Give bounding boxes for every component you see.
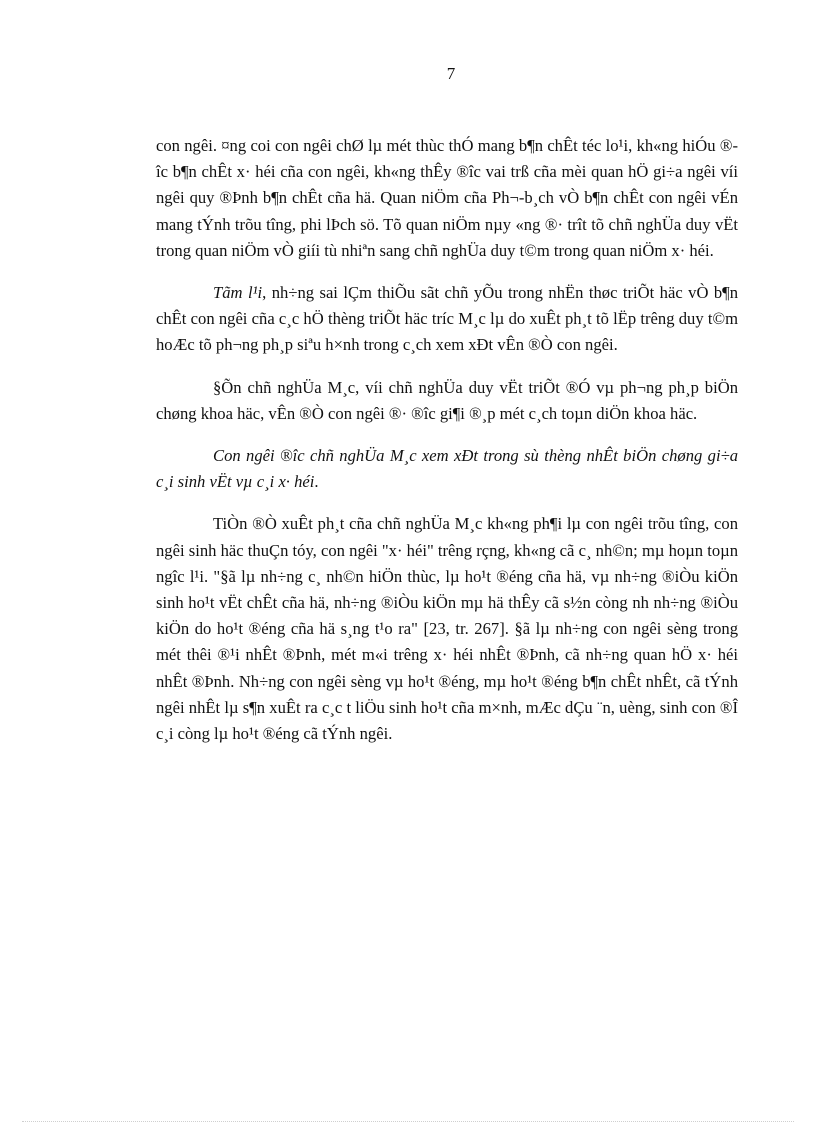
- paragraph-5: [156, 511, 738, 747]
- paragraph-2: [156, 280, 738, 359]
- text-run-italic: Con ngêi ®îc chñ nghÜa M¸c xem xÐt trong sù thèng nhÊt biÖn chøng gi÷a c¸i sinh vËt vµ c¸i x· héi: [156, 446, 738, 492]
- text-run: .: [314, 472, 319, 492]
- document-body: [156, 133, 738, 763]
- paragraph-3: [156, 375, 738, 427]
- text-run: , nh÷ng sai lÇm thiÕu sãt chñ yÕu trong nhËn thøc triÕt häc vÒ b¶n chÊt con ngêi cña c¸c hÖ thèng triÕt häc tríc M¸c lµ do xuÊt ph¸t tõ lËp trêng duy t©m hoÆc tõ ph¬ng ph¸p siªu h×nh trong c¸ch xem xÐt vÊn ®Ò con ngêi.: [156, 283, 738, 355]
- text-run: §Õn chñ nghÜa M¸c, víi chñ nghÜa duy vËt triÕt ®Ó vµ ph¬ng ph¸p biÖn chøng khoa häc, vÊn ®Ò con ngêi ®· ®îc gi¶i ®¸p mét c¸ch toµn diÖn khoa häc.: [156, 377, 738, 423]
- text-run: con ngêi. ¤ng coi con ngêi chØ lµ mét thùc thÓ mang b¶n chÊt téc lo¹i, kh«ng hiÓu ®îc b¶n chÊt x· héi cña con ngêi, kh«ng thÊy ®îc vai trß cña mèi quan hÖ gi÷a ngêi víi ngêi quy ®Þnh b¶n chÊt cña hä. Quan niÖm cña Ph¬-b¸ch vÒ b¶n chÊt con ngêi vÉn mang tÝnh trõu tîng, phi lÞch sö. Tõ quan niÖm nµy «ng ®· trît tõ chñ nghÜa duy vËt trong quan niÖm vÒ giíi tù nhiªn sang chñ nghÜa duy t©m trong quan niÖm x· héi.: [156, 136, 738, 260]
- text-run: TiÒn ®Ò xuÊt ph¸t cña chñ nghÜa M¸c kh«ng ph¶i lµ con ngêi trõu tîng, con ngêi sinh häc thuÇn tóy, con ngêi "x· héi" trêng rçng, kh«ng cã c¸ nh©n; mµ hoµn toµn ngîc l¹i. "§ã lµ nh÷ng c¸ nh©n hiÖn thùc, lµ ho¹t ®éng cña hä, vµ nh÷ng ®iÒu kiÖn sinh ho¹t vËt chÊt cña hä, nh÷ng ®iÒu kiÖn mµ hä thÊy cã s½n còng nh nh÷ng ®iÒu kiÖn do ho¹t ®éng cña hä s¸ng t¹o ra" [23, tr. 267]. §ã lµ nh÷ng con ngêi sèng trong mét thêi ®¹i nhÊt ®Þnh, mét m«i trêng x· héi nhÊt ®Þnh, cã nh÷ng quan hÖ x· héi nhÊt ®Þnh. Nh÷ng con ngêi sèng vµ ho¹t ®éng, mµ ho¹t ®éng b¶n chÊt nhÊt, cã tÝnh ngêi nhÊt lµ s¶n xuÊt ra c¸c t liÖu sinh ho¹t cña m×nh, mÆc dÇu ¨n, uèng, sinh con ®Î c¸i còng lµ ho¹t ®éng cã tÝnh ngêi.: [156, 514, 738, 744]
- page-bottom-divider: [22, 1121, 794, 1122]
- paragraph-1: [156, 133, 738, 264]
- text-run-italic: Tãm l¹i: [213, 283, 263, 303]
- paragraph-4: [156, 443, 738, 495]
- page-number: 7: [446, 64, 456, 83]
